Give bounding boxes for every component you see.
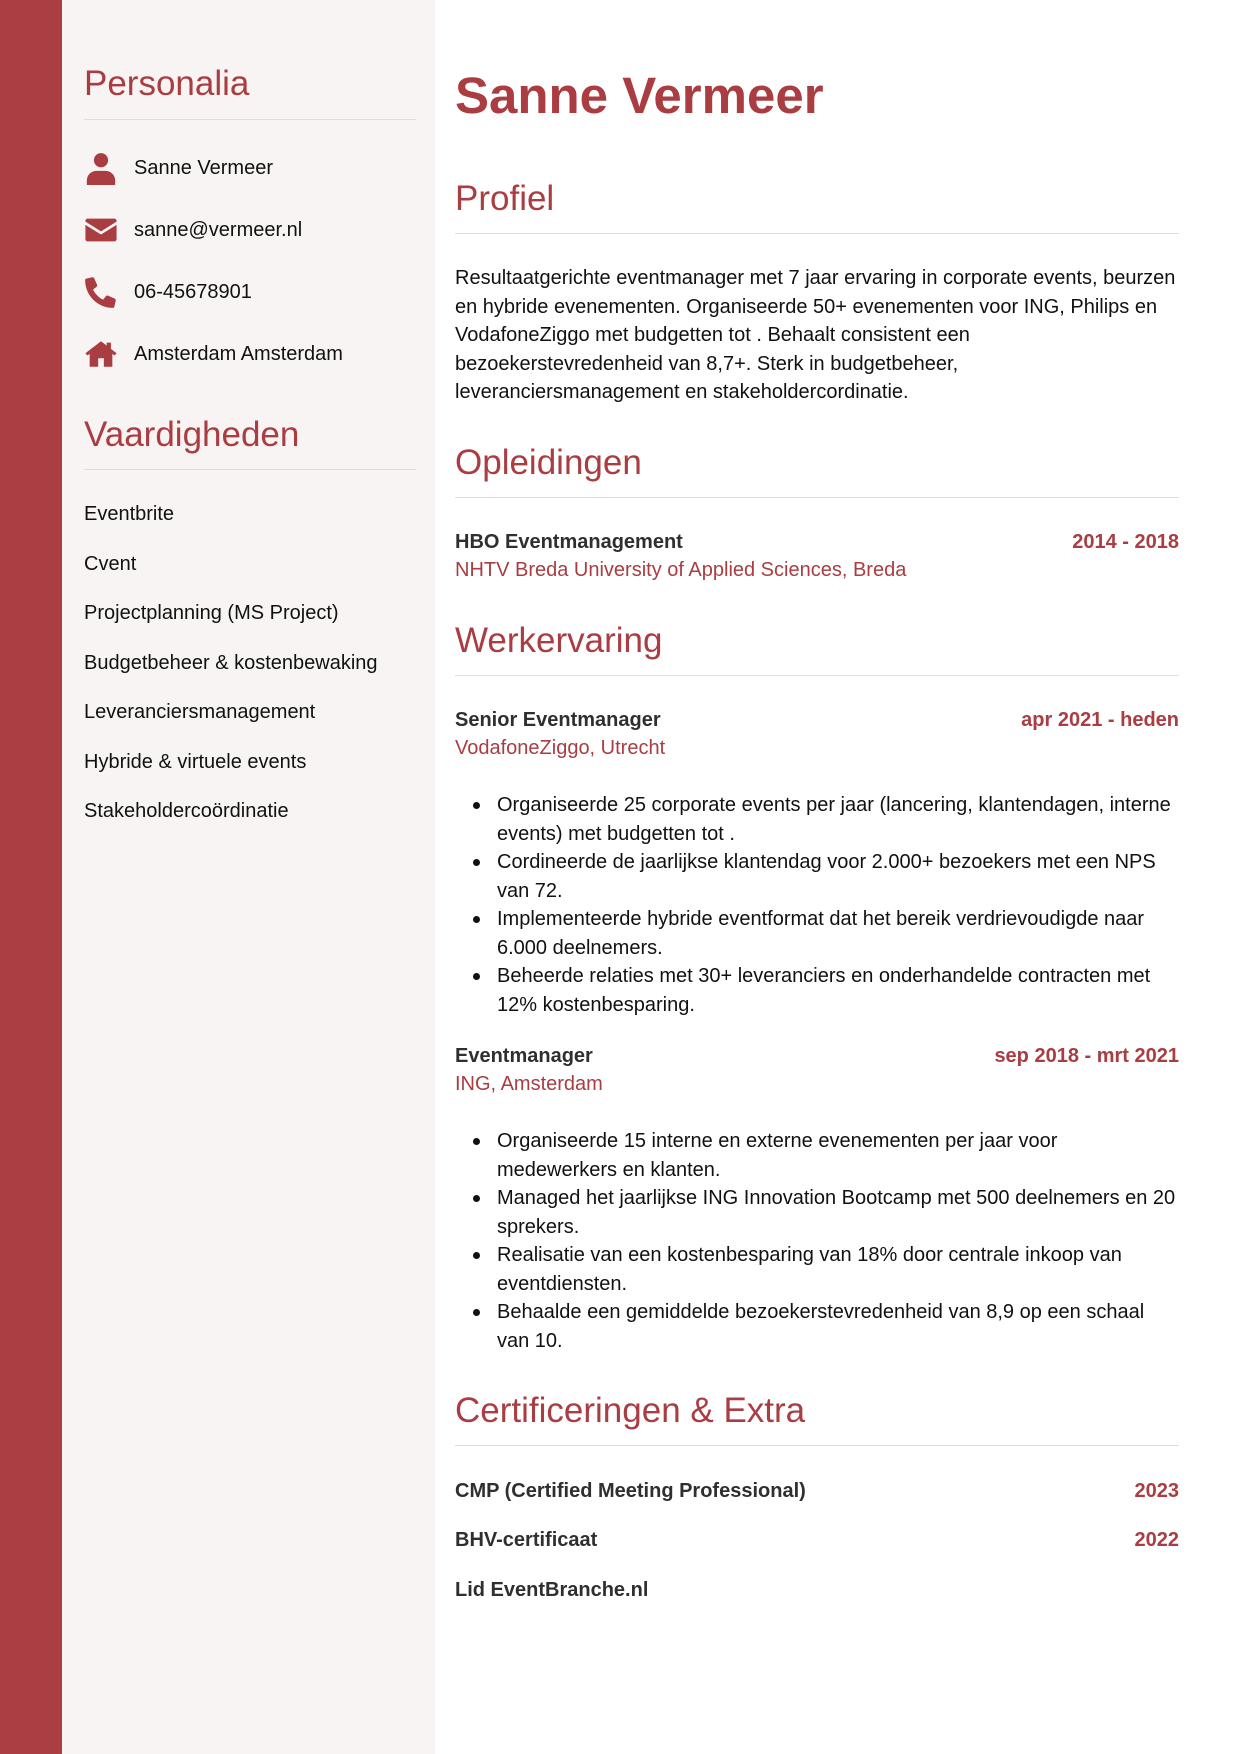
education-divider — [455, 497, 1179, 498]
skill-item: Projectplanning (MS Project) — [84, 602, 339, 624]
skill-item: Hybride & virtuele events — [84, 751, 307, 773]
cert-entry — [455, 1579, 1179, 1607]
bullet-item: Cordineerde de jaarlijkse klantendag voor 2.000+ bezoekers met een NPS van 72. — [455, 848, 1179, 905]
job-company: ING, Amsterdam — [455, 1073, 603, 1095]
contact-phone-text[interactable]: 06-45678901 — [134, 280, 252, 303]
profile-divider — [455, 233, 1179, 234]
bullet-item: Managed het jaarlijkse ING Innovation Bootcamp met 500 deelnemers en 20 sprekers. — [455, 1184, 1179, 1241]
contact-location-text: Amsterdam Amsterdam — [134, 342, 343, 365]
user-icon — [84, 151, 118, 185]
education-entry — [455, 531, 1179, 559]
job-entry — [455, 709, 1179, 737]
profile-text: Resultaatgerichte eventmanager met 7 jaar ervaring in corporate events, beurzen en hybride evenementen. Organiseerde 50+ evenementen voor ING, Philips en VodafoneZiggo met budgetten tot . Behaalt consistent een bezoekerstevredenheid van 8,7+. Sterk in budgetbeheer, leveranciersmanagement en stakeholdercordinatie. — [455, 267, 1176, 403]
bullet-item: Behaalde een gemiddelde bezoekerstevredenheid van 8,9 op een schaal van 10. — [455, 1298, 1179, 1355]
education-period: 2014 - 2018 — [1072, 531, 1179, 553]
skill-item: Budgetbeheer & kostenbewaking — [84, 652, 378, 674]
bullet-item: Organiseerde 15 interne en externe evenementen per jaar voor medewerkers en klanten. — [455, 1127, 1179, 1184]
certs-divider — [455, 1445, 1179, 1446]
skills-heading: Vaardigheden — [84, 415, 300, 454]
job-bullets — [455, 791, 1179, 1019]
bullet-item: Beheerde relaties met 30+ leveranciers en onderhandelde contracten met 12% kostenbesparing. — [455, 962, 1179, 1019]
job-bullets — [455, 1127, 1179, 1355]
cert-entry — [455, 1480, 1179, 1508]
contact-email[interactable] — [84, 210, 303, 250]
bullet-item: Realisatie van een kostenbesparing van 18% door centrale inkoop van eventdiensten. — [455, 1241, 1179, 1298]
bullet-item: Organiseerde 25 corporate events per jaar (lancering, klantendagen, interne events) met budgetten tot . — [455, 791, 1179, 848]
skills-divider — [84, 469, 416, 470]
personalia-divider — [84, 119, 416, 120]
certs-heading: Certificeringen & Extra — [455, 1391, 806, 1430]
sidebar — [62, 0, 435, 1754]
accent-bar — [0, 0, 62, 1754]
experience-heading: Werkervaring — [455, 621, 663, 660]
cert-entry — [455, 1529, 1179, 1557]
contact-name-text: Sanne Vermeer — [134, 156, 273, 179]
cert-year: 2022 — [1134, 1529, 1179, 1551]
contact-email-text[interactable]: sanne@vermeer.nl — [134, 218, 303, 241]
job-company: VodafoneZiggo, Utrecht — [455, 737, 666, 759]
job-period: apr 2021 - heden — [1021, 709, 1179, 731]
education-heading: Opleidingen — [455, 443, 642, 482]
job-period: sep 2018 - mrt 2021 — [994, 1045, 1179, 1067]
cert-name: Lid EventBranche.nl — [455, 1579, 649, 1601]
skill-item: Eventbrite — [84, 503, 175, 525]
contact-phone[interactable] — [84, 272, 252, 312]
skill-item: Stakeholdercoördinatie — [84, 800, 289, 822]
job-entry — [455, 1045, 1179, 1073]
cert-name: BHV-certificaat — [455, 1529, 598, 1551]
contact-name — [84, 148, 273, 188]
skill-item: Leveranciersmanagement — [84, 701, 316, 723]
profile-heading: Profiel — [455, 179, 555, 218]
education-degree: HBO Eventmanagement — [455, 531, 683, 553]
experience-divider — [455, 675, 1179, 676]
candidate-name: Sanne Vermeer — [455, 67, 824, 124]
skill-item: Cvent — [84, 553, 137, 575]
personalia-heading: Personalia — [84, 64, 250, 103]
cert-year: 2023 — [1134, 1480, 1179, 1502]
envelope-icon — [84, 213, 118, 247]
bullet-item: Implementeerde hybride eventformat dat het bereik verdrievoudigde naar 6.000 deelnemers. — [455, 905, 1179, 962]
job-title: Senior Eventmanager — [455, 709, 661, 731]
phone-icon — [84, 275, 118, 309]
job-title: Eventmanager — [455, 1045, 593, 1067]
home-icon — [84, 337, 118, 371]
contact-location — [84, 334, 343, 374]
cert-name: CMP (Certified Meeting Professional) — [455, 1480, 806, 1502]
education-school: NHTV Breda University of Applied Sciences, Breda — [455, 559, 907, 581]
